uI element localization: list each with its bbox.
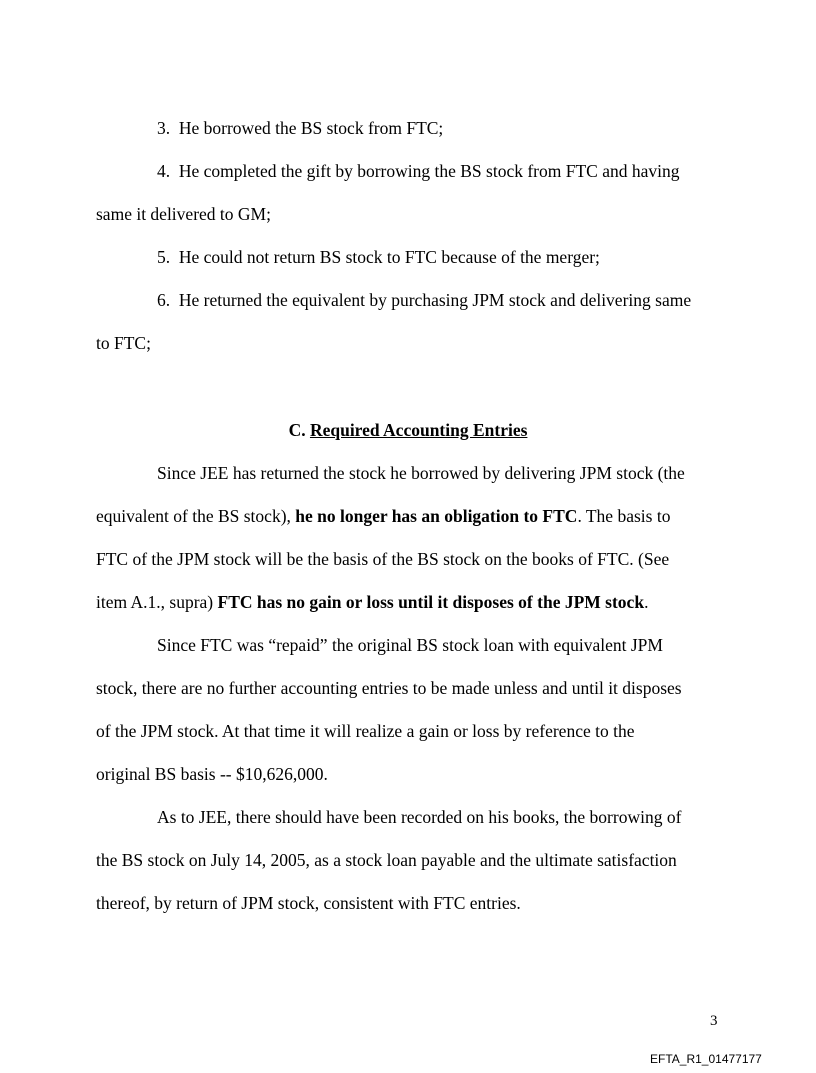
page-number: 3 bbox=[710, 1013, 718, 1029]
text-run: . bbox=[644, 592, 649, 612]
list-item-text: He could not return BS stock to FTC because of the merger; bbox=[178, 247, 600, 267]
paragraph-1-line-2 bbox=[96, 506, 670, 526]
bold-text-run: he no longer has an obligation to FTC bbox=[295, 506, 578, 526]
paragraph-3-line-2: the BS stock on July 14, 2005, as a stock loan payable and the ultimate satisfaction bbox=[96, 850, 677, 870]
list-item-number: 4. bbox=[157, 161, 171, 181]
list-item-number: 6. bbox=[157, 290, 171, 310]
list-item-4 bbox=[157, 161, 680, 181]
paragraph-2-line-4: original BS basis -- $10,626,000. bbox=[96, 764, 328, 784]
paragraph-2-line-3: of the JPM stock. At that time it will realize a gain or loss by reference to the bbox=[96, 721, 635, 741]
list-item-3 bbox=[157, 118, 443, 138]
text-run: equivalent of the BS stock), bbox=[96, 506, 296, 526]
paragraph-2-line-1: Since FTC was “repaid” the original BS stock loan with equivalent JPM bbox=[157, 635, 663, 655]
section-heading bbox=[0, 420, 816, 440]
section-title: Required Accounting Entries bbox=[309, 420, 528, 440]
list-item-6-continuation: to FTC; bbox=[96, 333, 151, 353]
list-item-text: He returned the equivalent by purchasing JPM stock and delivering same bbox=[178, 290, 692, 310]
list-item-text: He completed the gift by borrowing the BS stock from FTC and having bbox=[178, 161, 680, 181]
paragraph-2-line-2: stock, there are no further accounting entries to be made unless and until it disposes bbox=[96, 678, 682, 698]
text-run: item A.1., supra) bbox=[96, 592, 218, 612]
list-item-4-continuation: same it delivered to GM; bbox=[96, 204, 271, 224]
paragraph-3-line-3: thereof, by return of JPM stock, consistent with FTC entries. bbox=[96, 893, 521, 913]
list-item-number: 5. bbox=[157, 247, 171, 267]
section-letter: C. bbox=[288, 420, 306, 440]
document-id: EFTA_R1_01477177 bbox=[650, 1052, 762, 1066]
paragraph-1-line-1: Since JEE has returned the stock he borrowed by delivering JPM stock (the bbox=[157, 463, 685, 483]
paragraph-1-line-4 bbox=[96, 592, 648, 612]
paragraph-3-line-1: As to JEE, there should have been recorded on his books, the borrowing of bbox=[157, 807, 682, 827]
list-item-5 bbox=[157, 247, 600, 267]
list-item-6 bbox=[157, 290, 691, 310]
text-run: . The basis to bbox=[577, 506, 671, 526]
bold-text-run: FTC has no gain or loss until it disposes of the JPM stock bbox=[217, 592, 645, 612]
list-item-number: 3. bbox=[157, 118, 171, 138]
list-item-text: He borrowed the BS stock from FTC; bbox=[178, 118, 444, 138]
paragraph-1-line-3: FTC of the JPM stock will be the basis of the BS stock on the books of FTC. (See bbox=[96, 549, 670, 569]
